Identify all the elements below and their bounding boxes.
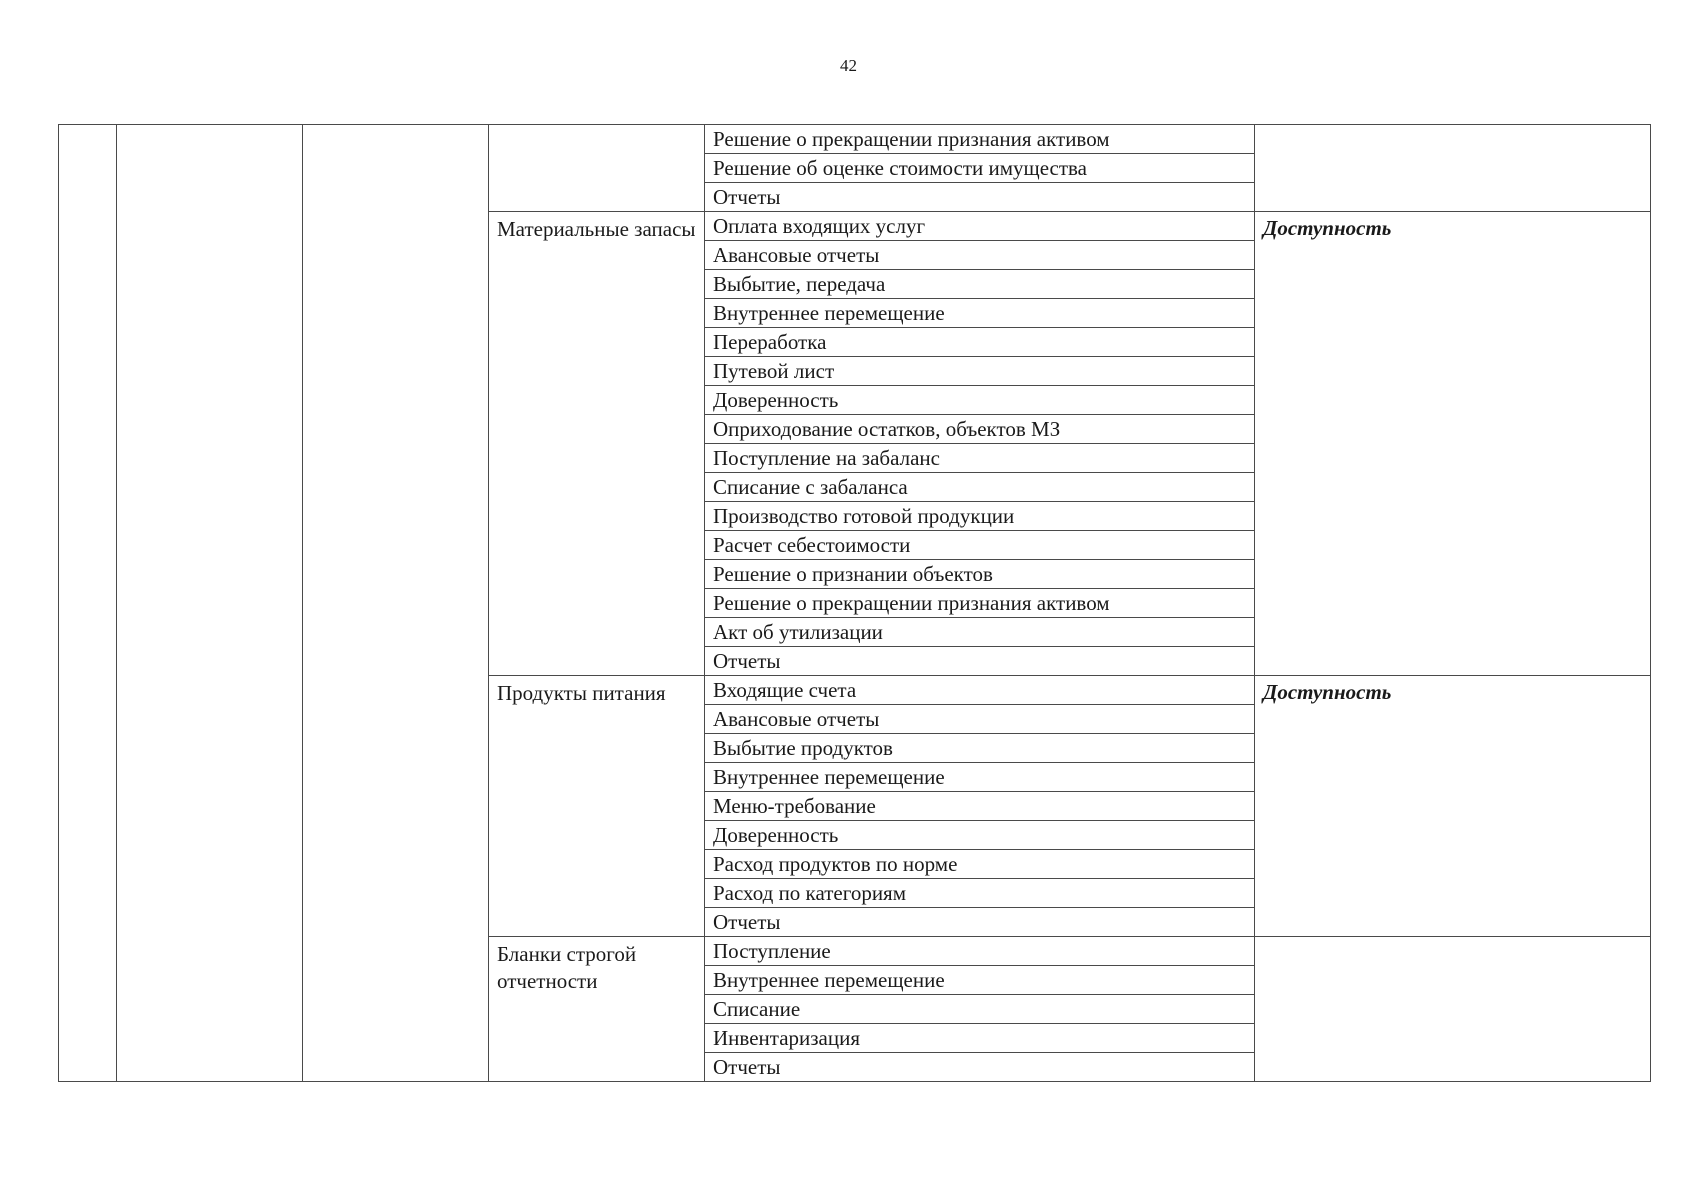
document-cell: Оплата входящих услуг bbox=[705, 212, 1255, 241]
security-requirements-table bbox=[58, 124, 1651, 1082]
document-cell: Расчет себестоимости bbox=[705, 531, 1255, 560]
document-cell: Выбытие, передача bbox=[705, 270, 1255, 299]
document-cell: Решение об оценке стоимости имущества bbox=[705, 154, 1255, 183]
empty-column-cell-2 bbox=[117, 125, 303, 1082]
document-cell: Внутреннее перемещение bbox=[705, 966, 1255, 995]
document-cell: Меню-требование bbox=[705, 792, 1255, 821]
table-row bbox=[59, 125, 1651, 154]
document-cell: Доверенность bbox=[705, 386, 1255, 415]
document-cell: Путевой лист bbox=[705, 357, 1255, 386]
document-cell: Расход продуктов по норме bbox=[705, 850, 1255, 879]
document-cell: Авансовые отчеты bbox=[705, 705, 1255, 734]
category-cell: Бланки строгой отчетности bbox=[489, 937, 705, 1082]
property-cell: Доступность bbox=[1255, 212, 1651, 676]
document-cell: Производство готовой продукции bbox=[705, 502, 1255, 531]
page-number: 42 bbox=[840, 56, 857, 75]
property-cell: Доступность bbox=[1255, 676, 1651, 937]
empty-column-cell-1 bbox=[59, 125, 117, 1082]
category-cell: Материальные запасы bbox=[489, 212, 705, 676]
document-cell: Переработка bbox=[705, 328, 1255, 357]
document-cell: Поступление на забаланс bbox=[705, 444, 1255, 473]
document-cell: Списание с забаланса bbox=[705, 473, 1255, 502]
empty-column-cell-3 bbox=[303, 125, 489, 1082]
document-cell: Решение о признании объектов bbox=[705, 560, 1255, 589]
category-cell: Продукты питания bbox=[489, 676, 705, 937]
document-cell: Доверенность bbox=[705, 821, 1255, 850]
document-cell: Внутреннее перемещение bbox=[705, 299, 1255, 328]
document-cell: Акт об утилизации bbox=[705, 618, 1255, 647]
property-cell bbox=[1255, 937, 1651, 1082]
document-cell: Авансовые отчеты bbox=[705, 241, 1255, 270]
document-cell: Выбытие продуктов bbox=[705, 734, 1255, 763]
document-cell: Отчеты bbox=[705, 1053, 1255, 1082]
document-cell: Решение о прекращении признания активом bbox=[705, 125, 1255, 154]
category-cell bbox=[489, 125, 705, 212]
document-cell: Инвентаризация bbox=[705, 1024, 1255, 1053]
document-cell: Входящие счета bbox=[705, 676, 1255, 705]
document-cell: Расход по категориям bbox=[705, 879, 1255, 908]
document-cell: Оприходование остатков, объектов МЗ bbox=[705, 415, 1255, 444]
document-cell: Отчеты bbox=[705, 908, 1255, 937]
document-cell: Отчеты bbox=[705, 183, 1255, 212]
document-cell: Отчеты bbox=[705, 647, 1255, 676]
document-cell: Списание bbox=[705, 995, 1255, 1024]
table-body bbox=[59, 125, 1651, 1082]
document-cell: Поступление bbox=[705, 937, 1255, 966]
document-cell: Решение о прекращении признания активом bbox=[705, 589, 1255, 618]
property-cell bbox=[1255, 125, 1651, 212]
document-cell: Внутреннее перемещение bbox=[705, 763, 1255, 792]
